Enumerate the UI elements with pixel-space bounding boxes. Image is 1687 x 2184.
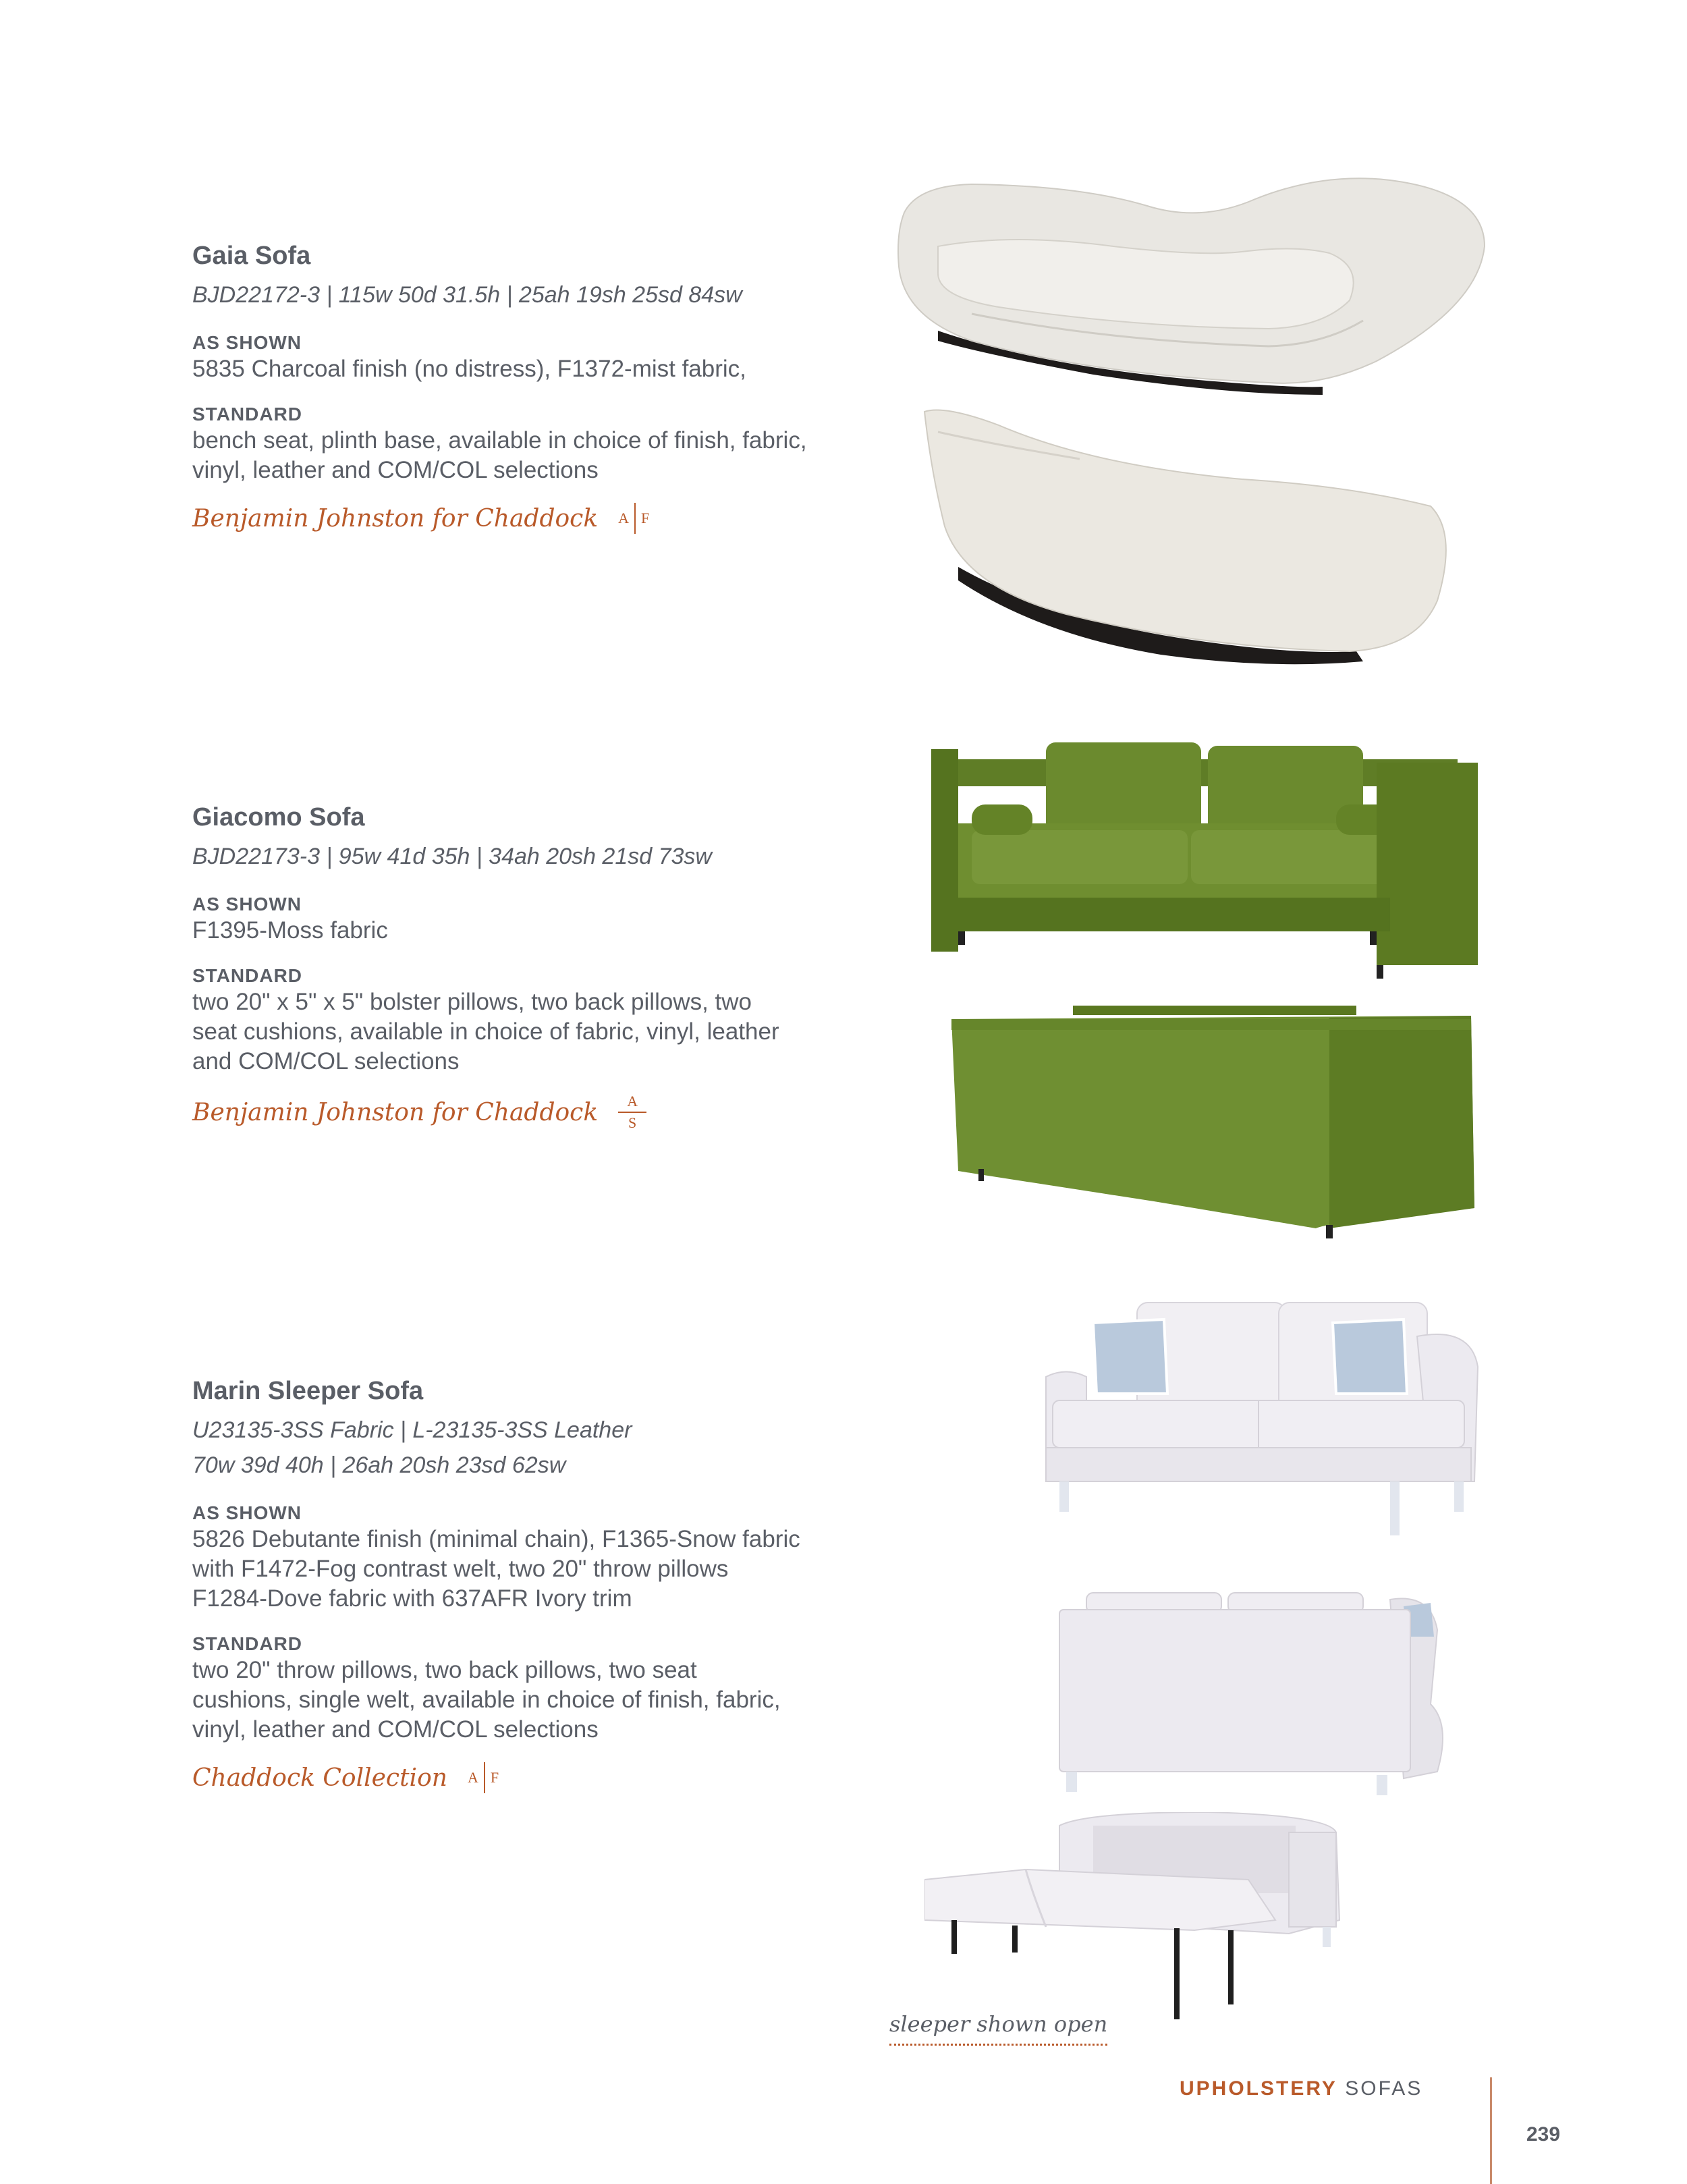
product-name: Gaia Sofa [192,242,311,270]
standard-heading: STANDARD [192,965,303,986]
product-name: Marin Sleeper Sofa [192,1377,424,1405]
designer-credit [192,1762,901,1793]
as-mark [618,1094,646,1130]
standard-text-line: vinyl, leather and COM/COL selections [192,1716,599,1743]
page-number: 239 [1526,2123,1561,2146]
giacomo-sofa-back-image [951,1006,1478,1249]
sleeper-caption: sleeper shown open [889,2011,1107,2046]
standard-heading: STANDARD [192,404,303,425]
standard-text-line: bench seat, plinth base, available in choice of finish, fabric, [192,427,807,454]
as-shown-heading: AS SHOWN [192,1502,302,1523]
gaia-sofa-front-image [891,172,1498,395]
product-giacomo-sofa [192,803,901,1130]
product-marin-sleeper-sofa [192,1377,901,1793]
product-name: Giacomo Sofa [192,803,365,831]
designer-credit [192,1094,901,1130]
designer-name: Benjamin Johnston for Chaddock [192,1098,599,1126]
footer-category: UPHOLSTERY [1180,2077,1337,2100]
as-shown-heading: AS SHOWN [192,332,302,353]
af-mark [618,503,649,534]
standard-text-line: and COM/COL selections [192,1048,460,1074]
as-shown-text: 5835 Charcoal finish (no distress), F1372-mist fabric, [192,356,746,382]
mark-letter: F [490,1769,499,1786]
mark-divider [618,1112,646,1113]
mark-letter: F [641,510,650,526]
standard-heading: STANDARD [192,1633,303,1654]
mark-divider [484,1762,485,1793]
mark-letter: A [618,510,630,526]
mark-letter: A [467,1769,478,1786]
as-shown-heading: AS SHOWN [192,894,302,914]
designer-name: Chaddock Collection [192,1764,447,1792]
standard-text-line: seat cushions, available in choice of fabric, vinyl, leather [192,1018,779,1045]
gaia-sofa-back-image [918,405,1458,668]
as-shown-text-line: with F1472-Fog contrast welt, two 20" throw pillows [192,1556,729,1582]
designer-credit [192,503,901,534]
mark-letter: A [627,1093,638,1110]
standard-text-line: cushions, single welt, available in choice of finish, fabric, [192,1687,781,1713]
product-spec: U23135-3SS Fabric | L-23135-3SS Leather [192,1417,632,1443]
as-shown-text-line: 5826 Debutante finish (minimal chain), F1365-Snow fabric [192,1526,800,1552]
footer-divider [1490,2077,1492,2184]
af-mark [468,1762,499,1793]
giacomo-sofa-front-image [931,742,1485,985]
designer-name: Benjamin Johnston for Chaddock [192,504,599,533]
standard-text-line: two 20" throw pillows, two back pillows, two seat [192,1657,697,1683]
product-gaia-sofa [192,242,901,534]
mark-letter: S [628,1114,637,1131]
page-footer [1180,2077,1422,2100]
product-spec: BJD22172-3 | 115w 50d 31.5h | 25ah 19sh 25sd 84sw [192,282,742,308]
footer-subcategory: SOFAS [1345,2077,1423,2100]
marin-sofa-front-image [1039,1299,1485,1562]
mark-divider [634,503,636,534]
marin-sofa-open-image [924,1812,1356,2035]
as-shown-text: F1395-Moss fabric [192,917,388,944]
product-spec: 70w 39d 40h | 26ah 20sh 23sd 62sw [192,1452,566,1478]
standard-text-line: two 20" x 5" x 5" bolster pillows, two back pillows, two [192,989,752,1015]
as-shown-text-line: F1284-Dove fabric with 637AFR Ivory trim [192,1585,632,1612]
standard-text-line: vinyl, leather and COM/COL selections [192,457,599,483]
product-spec: BJD22173-3 | 95w 41d 35h | 34ah 20sh 21sd 73sw [192,844,712,869]
marin-sofa-back-image [1053,1589,1458,1799]
